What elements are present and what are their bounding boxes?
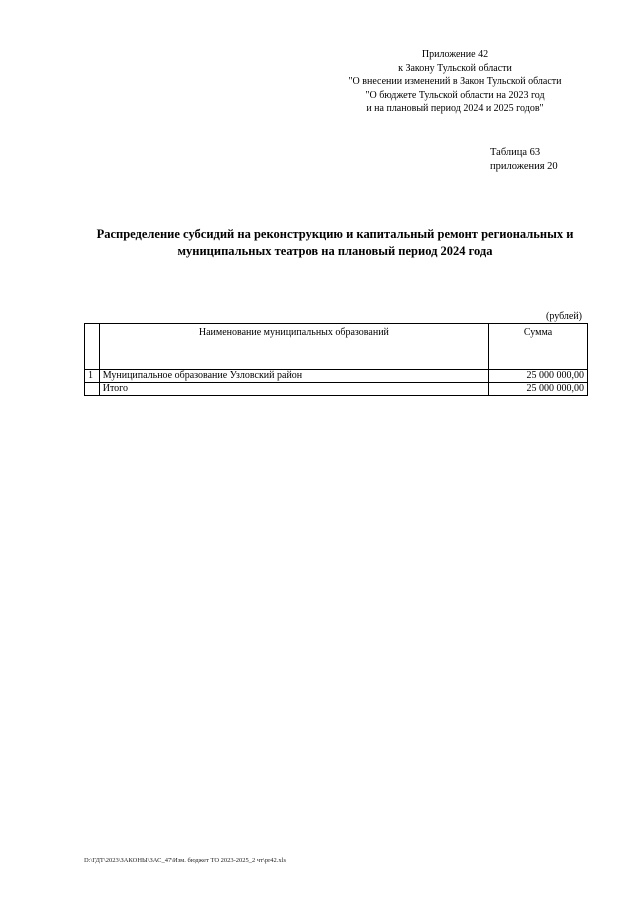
row-name: Итого <box>99 383 488 396</box>
header-name: Наименование муниципальных образований <box>99 324 488 370</box>
table-appendix-ref: приложения 20 <box>490 161 558 172</box>
table-row <box>85 370 588 383</box>
appendix-line: Приложение 42 <box>421 49 489 60</box>
appendix-header <box>340 48 570 116</box>
row-num <box>85 383 100 396</box>
table-header-row <box>85 324 588 370</box>
row-name: Муниципальное образование Узловский район <box>99 370 488 383</box>
units-label: (рублей) <box>546 311 583 322</box>
file-path-footer: D:\ГДТ\2023\ЗАКОНЫ\ЗАС_47\Изм. бюджет ТО 2023-2025_2 чт\pr42.xls <box>84 857 286 864</box>
row-sum: 25 000 000,00 <box>489 383 588 396</box>
row-num: 1 <box>85 370 100 383</box>
appendix-line: "О бюджете Тульской области на 2023 год <box>365 89 545 101</box>
appendix-line: и на плановый период 2024 и 2025 годов" <box>366 103 544 114</box>
subsidy-table <box>84 323 588 396</box>
row-sum: 25 000 000,00 <box>489 370 588 383</box>
document-title <box>70 226 600 260</box>
table-total-row <box>85 383 588 396</box>
title-line-2: муниципальных театров на плановый период 2024 года <box>177 244 493 258</box>
title-line-1: Распределение субсидий на реконструкцию и капитальный ремонт региональных и <box>96 227 574 241</box>
appendix-line: "О внесении изменений в Закон Тульской области <box>348 76 562 87</box>
appendix-line: к Закону Тульской области <box>398 62 512 74</box>
header-num <box>85 324 100 370</box>
table-number: Таблица 63 <box>490 147 541 158</box>
header-sum: Сумма <box>489 324 588 370</box>
table-reference <box>490 146 558 174</box>
